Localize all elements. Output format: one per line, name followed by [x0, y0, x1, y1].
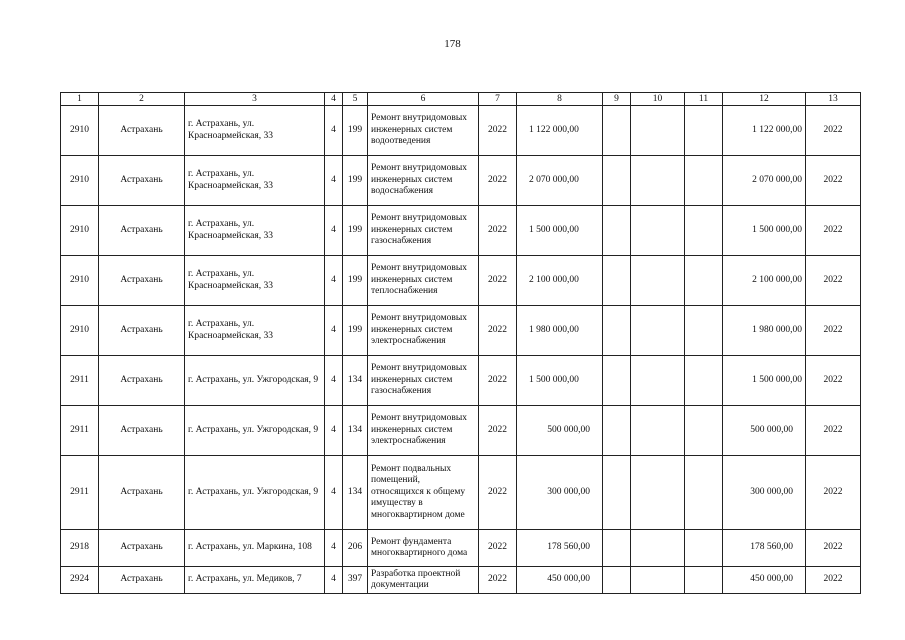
table-row: [61, 530, 861, 567]
cell-c9: [603, 456, 631, 530]
cell-cost: 1 500 000,00: [517, 356, 603, 406]
cell-c5: 199: [343, 206, 368, 256]
cell-municipality: Астрахань: [99, 406, 185, 456]
cell-c10: [631, 206, 685, 256]
cell-c9: [603, 256, 631, 306]
cell-municipality: Астрахань: [99, 530, 185, 567]
cell-municipality: Астрахань: [99, 567, 185, 594]
cell-number: 2910: [61, 206, 99, 256]
cell-year: 2022: [479, 306, 517, 356]
cell-municipality: Астрахань: [99, 356, 185, 406]
cell-address: г. Астрахань, ул. Красноармейская, 33: [185, 206, 325, 256]
col-header: 4: [325, 93, 343, 106]
cell-c4: 4: [325, 256, 343, 306]
cell-cost: 1 122 000,00: [517, 106, 603, 156]
cell-number: 2910: [61, 156, 99, 206]
cell-c11: [685, 530, 723, 567]
cell-cost: 450 000,00: [517, 567, 603, 594]
cell-c9: [603, 406, 631, 456]
cell-c10: [631, 406, 685, 456]
cell-number: 2910: [61, 306, 99, 356]
cell-year: 2022: [479, 456, 517, 530]
cell-address: г. Астрахань, ул. Ужгородская, 9: [185, 456, 325, 530]
cell-c11: [685, 567, 723, 594]
cell-c11: [685, 456, 723, 530]
cell-cost: 2 070 000,00: [517, 156, 603, 206]
table-row: [61, 256, 861, 306]
table-row: [61, 567, 861, 594]
cell-year-end: 2022: [806, 156, 861, 206]
table-row: [61, 306, 861, 356]
cell-c4: 4: [325, 306, 343, 356]
table-row: [61, 406, 861, 456]
cell-c11: [685, 156, 723, 206]
cell-municipality: Астрахань: [99, 256, 185, 306]
cell-cost: 300 000,00: [517, 456, 603, 530]
cell-municipality: Астрахань: [99, 456, 185, 530]
capital-repair-table: [60, 92, 861, 594]
cell-year: 2022: [479, 106, 517, 156]
cell-address: г. Астрахань, ул. Ужгородская, 9: [185, 406, 325, 456]
cell-c4: 4: [325, 530, 343, 567]
cell-c4: 4: [325, 456, 343, 530]
cell-work-type: Ремонт внутридомовых инженерных систем водоотведения: [368, 106, 479, 156]
cell-c9: [603, 356, 631, 406]
cell-c10: [631, 106, 685, 156]
cell-address: г. Астрахань, ул. Ужгородская, 9: [185, 356, 325, 406]
cell-c5: 206: [343, 530, 368, 567]
cell-total: 450 000,00: [723, 567, 806, 594]
cell-cost: 178 560,00: [517, 530, 603, 567]
cell-address: г. Астрахань, ул. Медиков, 7: [185, 567, 325, 594]
cell-municipality: Астрахань: [99, 306, 185, 356]
cell-work-type: Ремонт внутридомовых инженерных систем газоснабжения: [368, 206, 479, 256]
cell-number: 2910: [61, 256, 99, 306]
cell-c10: [631, 306, 685, 356]
col-header: 1: [61, 93, 99, 106]
cell-c5: 134: [343, 356, 368, 406]
cell-c9: [603, 567, 631, 594]
cell-municipality: Астрахань: [99, 106, 185, 156]
cell-year-end: 2022: [806, 306, 861, 356]
cell-year: 2022: [479, 356, 517, 406]
cell-year-end: 2022: [806, 530, 861, 567]
cell-total: 1 122 000,00: [723, 106, 806, 156]
cell-total: 2 100 000,00: [723, 256, 806, 306]
cell-c5: 199: [343, 306, 368, 356]
cell-municipality: Астрахань: [99, 206, 185, 256]
cell-year-end: 2022: [806, 567, 861, 594]
cell-year: 2022: [479, 406, 517, 456]
col-header: 9: [603, 93, 631, 106]
col-header: 8: [517, 93, 603, 106]
cell-work-type: Разработка проектной документации: [368, 567, 479, 594]
cell-total: 1 500 000,00: [723, 206, 806, 256]
cell-total: 500 000,00: [723, 406, 806, 456]
cell-address: г. Астрахань, ул. Красноармейская, 33: [185, 256, 325, 306]
cell-year-end: 2022: [806, 456, 861, 530]
cell-c11: [685, 256, 723, 306]
cell-c9: [603, 530, 631, 567]
cell-c11: [685, 206, 723, 256]
cell-number: 2911: [61, 456, 99, 530]
cell-c5: 199: [343, 106, 368, 156]
cell-number: 2911: [61, 356, 99, 406]
cell-year: 2022: [479, 156, 517, 206]
cell-number: 2911: [61, 406, 99, 456]
table-row: [61, 106, 861, 156]
cell-c11: [685, 356, 723, 406]
cell-work-type: Ремонт фундамента многоквартирного дома: [368, 530, 479, 567]
cell-cost: 2 100 000,00: [517, 256, 603, 306]
cell-total: 1 980 000,00: [723, 306, 806, 356]
cell-c9: [603, 306, 631, 356]
cell-municipality: Астрахань: [99, 156, 185, 206]
cell-total: 178 560,00: [723, 530, 806, 567]
cell-c4: 4: [325, 356, 343, 406]
cell-c5: 199: [343, 156, 368, 206]
cell-number: 2910: [61, 106, 99, 156]
cell-c9: [603, 206, 631, 256]
cell-year: 2022: [479, 256, 517, 306]
cell-c4: 4: [325, 406, 343, 456]
cell-c11: [685, 406, 723, 456]
cell-c10: [631, 567, 685, 594]
cell-c5: 134: [343, 406, 368, 456]
col-header: 5: [343, 93, 368, 106]
table-row: [61, 456, 861, 530]
cell-year-end: 2022: [806, 406, 861, 456]
cell-c10: [631, 530, 685, 567]
cell-c10: [631, 356, 685, 406]
cell-year-end: 2022: [806, 206, 861, 256]
cell-c4: 4: [325, 156, 343, 206]
cell-total: 300 000,00: [723, 456, 806, 530]
cell-work-type: Ремонт внутридомовых инженерных систем водоснабжения: [368, 156, 479, 206]
cell-work-type: Ремонт внутридомовых инженерных систем электроснабжения: [368, 306, 479, 356]
col-header: 10: [631, 93, 685, 106]
cell-cost: 1 980 000,00: [517, 306, 603, 356]
cell-work-type: Ремонт внутридомовых инженерных систем газоснабжения: [368, 356, 479, 406]
col-header: 7: [479, 93, 517, 106]
cell-c10: [631, 456, 685, 530]
cell-cost: 500 000,00: [517, 406, 603, 456]
cell-address: г. Астрахань, ул. Красноармейская, 33: [185, 306, 325, 356]
cell-total: 1 500 000,00: [723, 356, 806, 406]
table-row: [61, 156, 861, 206]
cell-number: 2924: [61, 567, 99, 594]
table-row: [61, 206, 861, 256]
cell-year: 2022: [479, 567, 517, 594]
col-header: 11: [685, 93, 723, 106]
cell-c10: [631, 156, 685, 206]
cell-address: г. Астрахань, ул. Красноармейская, 33: [185, 156, 325, 206]
page-number: 178: [444, 38, 461, 50]
table-row: [61, 356, 861, 406]
cell-c4: 4: [325, 567, 343, 594]
col-header: 3: [185, 93, 325, 106]
cell-c4: 4: [325, 106, 343, 156]
header-row: [61, 93, 861, 106]
cell-year: 2022: [479, 530, 517, 567]
cell-address: г. Астрахань, ул. Маркина, 108: [185, 530, 325, 567]
cell-c5: 199: [343, 256, 368, 306]
col-header: 6: [368, 93, 479, 106]
cell-c4: 4: [325, 206, 343, 256]
cell-year-end: 2022: [806, 356, 861, 406]
col-header: 12: [723, 93, 806, 106]
cell-address: г. Астрахань, ул. Красноармейская, 33: [185, 106, 325, 156]
col-header: 13: [806, 93, 861, 106]
cell-c5: 397: [343, 567, 368, 594]
cell-work-type: Ремонт подвальных помещений, относящихся к общему имуществу в многоквартирном доме: [368, 456, 479, 530]
cell-c9: [603, 106, 631, 156]
cell-work-type: Ремонт внутридомовых инженерных систем теплоснабжения: [368, 256, 479, 306]
cell-c5: 134: [343, 456, 368, 530]
cell-c11: [685, 306, 723, 356]
cell-c10: [631, 256, 685, 306]
cell-number: 2918: [61, 530, 99, 567]
cell-year-end: 2022: [806, 256, 861, 306]
cell-total: 2 070 000,00: [723, 156, 806, 206]
col-header: 2: [99, 93, 185, 106]
cell-year-end: 2022: [806, 106, 861, 156]
cell-year: 2022: [479, 206, 517, 256]
cell-c9: [603, 156, 631, 206]
cell-c11: [685, 106, 723, 156]
cell-cost: 1 500 000,00: [517, 206, 603, 256]
cell-work-type: Ремонт внутридомовых инженерных систем электроснабжения: [368, 406, 479, 456]
